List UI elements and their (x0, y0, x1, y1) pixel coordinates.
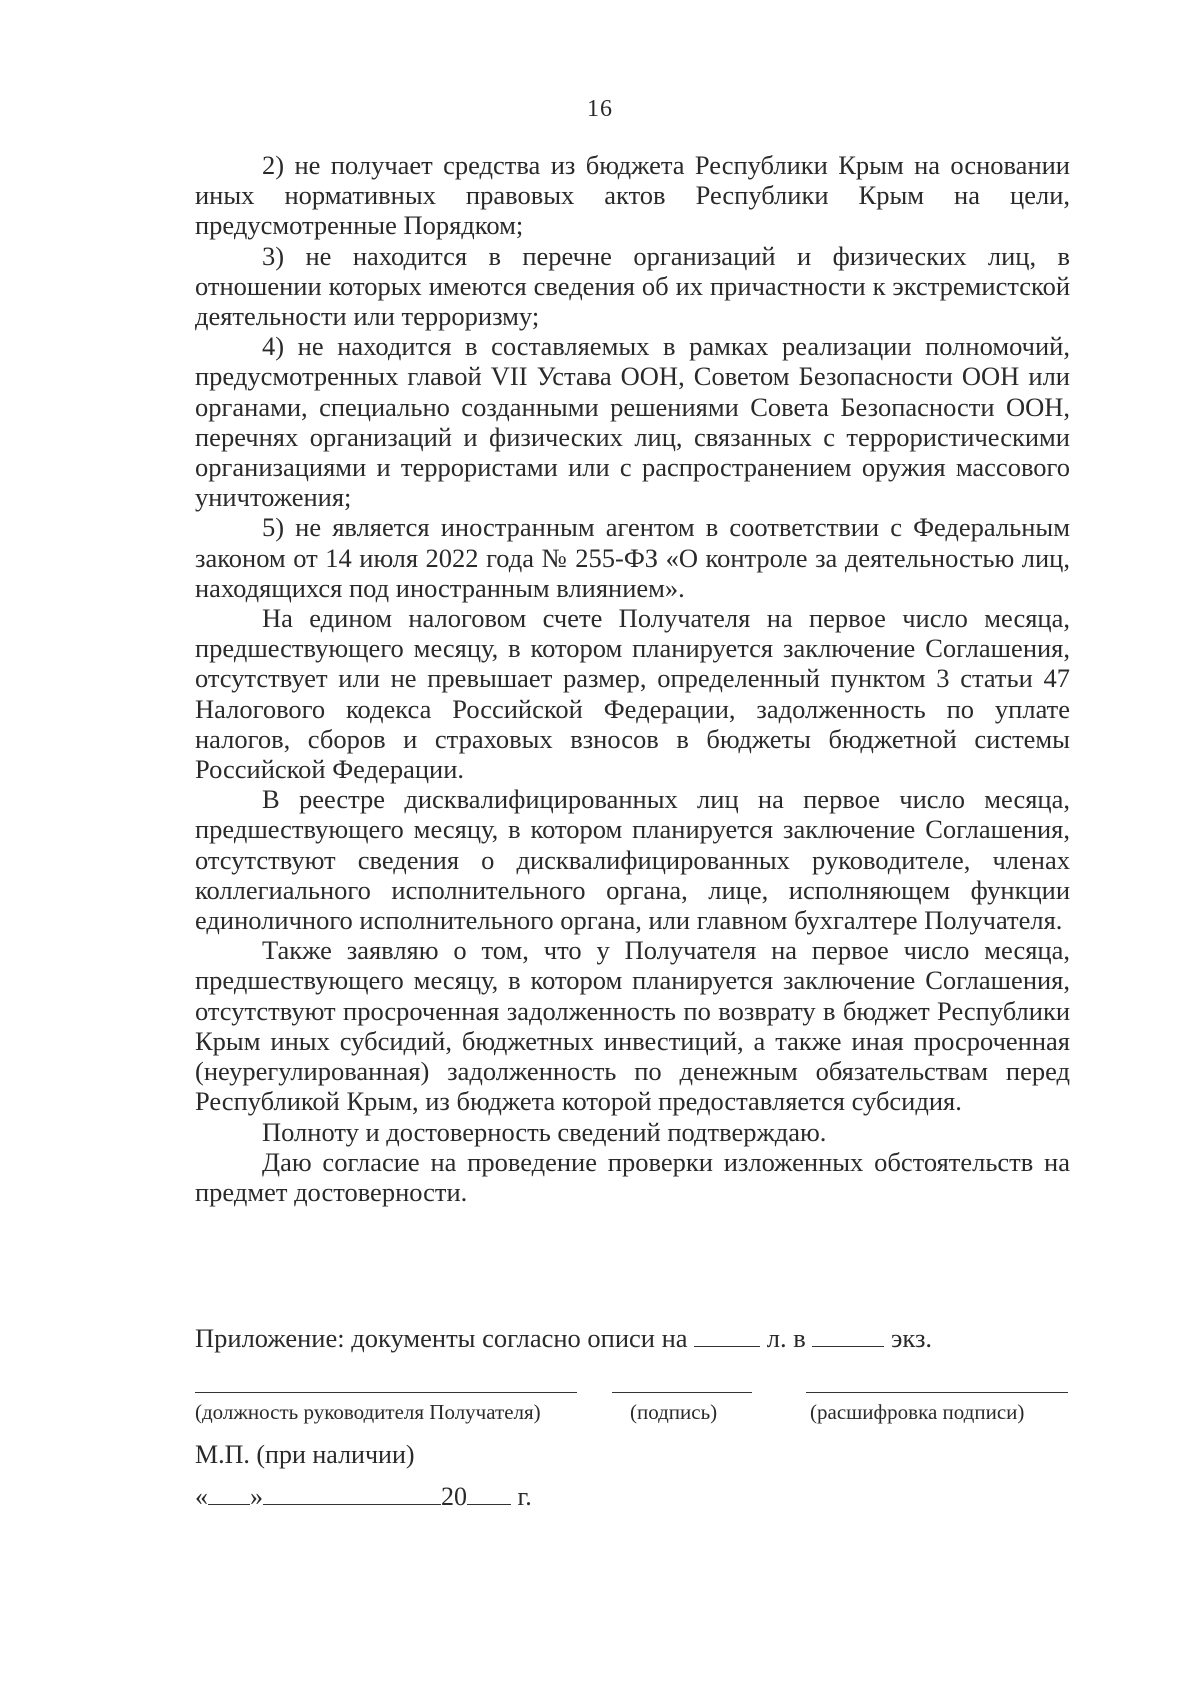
seal-label: М.П. (при наличии) (195, 1440, 415, 1469)
paragraph-consent: Даю согласие на проведение проверки изложенных обстоятельств на предмет достоверности. (195, 1146, 1070, 1207)
paragraph-item-4: 4) не находится в составляемых в рамках реализации полномочий, предусмотренных главой VII Устава ООН, Советом Безопасности ООН или органами, специально созданными решениями Совета Безопасности ООН, перечнях организаций и физических лиц, связанных с террористическими организациями и террористами или с распространением оружия массового уничтожения; (195, 331, 1070, 513)
paragraph-disqualified-registry: В реестре дисквалифицированных лиц на первое число месяца, предшествующего месяцу, в котором планируется заключение Соглашения, отсутствуют сведения о дисквалифицированных руководителе, членах коллегиального исполнительного органа, лице, исполняющем функции единоличного исполнительного органа, или главном бухгалтере Получателя. (195, 784, 1070, 936)
page-number: 16 (587, 96, 613, 122)
month-field[interactable] (263, 1482, 441, 1505)
paragraph-item-5: 5) не является иностранным агентом в соответствии с Федеральным законом от 14 июля 2022 года № 255-ФЗ «О контроле за деятельностью лиц, находящихся под иностранным влиянием». (195, 512, 1070, 603)
date-open-quote: « (195, 1482, 208, 1511)
date-close-quote: » (250, 1482, 263, 1511)
copies-count-field[interactable] (812, 1324, 884, 1347)
signature-caption: (подпись) (630, 1400, 718, 1424)
transcript-caption: (расшифровка подписи) (810, 1400, 1025, 1424)
paragraph-item-3: 3) не находится в перечне организаций и физических лиц, в отношении которых имеются сведения об их причастности к экстремистской деятельности или терроризму; (195, 240, 1070, 332)
date-line (195, 1482, 532, 1512)
year-prefix: 20 (441, 1482, 467, 1511)
signature-field[interactable] (612, 1392, 752, 1393)
year-field[interactable] (467, 1482, 511, 1505)
paragraph-item-2: 2) не получает средства из бюджета Республики Крым на основании иных нормативных правовых актов Республики Крым на цели, предусмотренные Порядком; (195, 150, 1070, 241)
copies-label: экз. (891, 1323, 933, 1353)
year-suffix: г. (517, 1482, 532, 1511)
appendix-line (195, 1322, 1070, 1354)
position-caption: (должность руководителя Получателя) (195, 1400, 541, 1424)
sheets-label: л. в (766, 1323, 806, 1353)
appendix-prefix: Приложение: документы согласно описи на (195, 1323, 688, 1353)
document-body (195, 150, 1070, 1207)
transcript-field[interactable] (806, 1392, 1068, 1393)
sheets-count-field[interactable] (694, 1324, 760, 1347)
paragraph-confirmation: Полноту и достоверность сведений подтверждаю. (262, 1116, 827, 1147)
day-field[interactable] (208, 1482, 250, 1505)
position-field[interactable] (195, 1392, 577, 1393)
paragraph-overdue-debt: Также заявляю о том, что у Получателя на первое число месяца, предшествующего месяцу, в котором планируется заключение Соглашения, отсутствуют просроченная задолженность по возврату в бюджет Республики Крым иных субсидий, бюджетных инвестиций, а также иная просроченная (неурегулированная) задолженность по денежным обязательствам перед Республикой Крым, из бюджета которой предоставляется субсидия. (195, 935, 1070, 1117)
paragraph-tax-account: На едином налоговом счете Получателя на первое число месяца, предшествующего месяцу, в котором планируется заключение Соглашения, отсутствует или не превышает размер, определенный пунктом 3 статьи 47 Налогового кодекса Российской Федерации, задолженность по уплате налогов, сборов и страховых взносов в бюджеты бюджетной системы Российской Федерации. (195, 603, 1070, 785)
